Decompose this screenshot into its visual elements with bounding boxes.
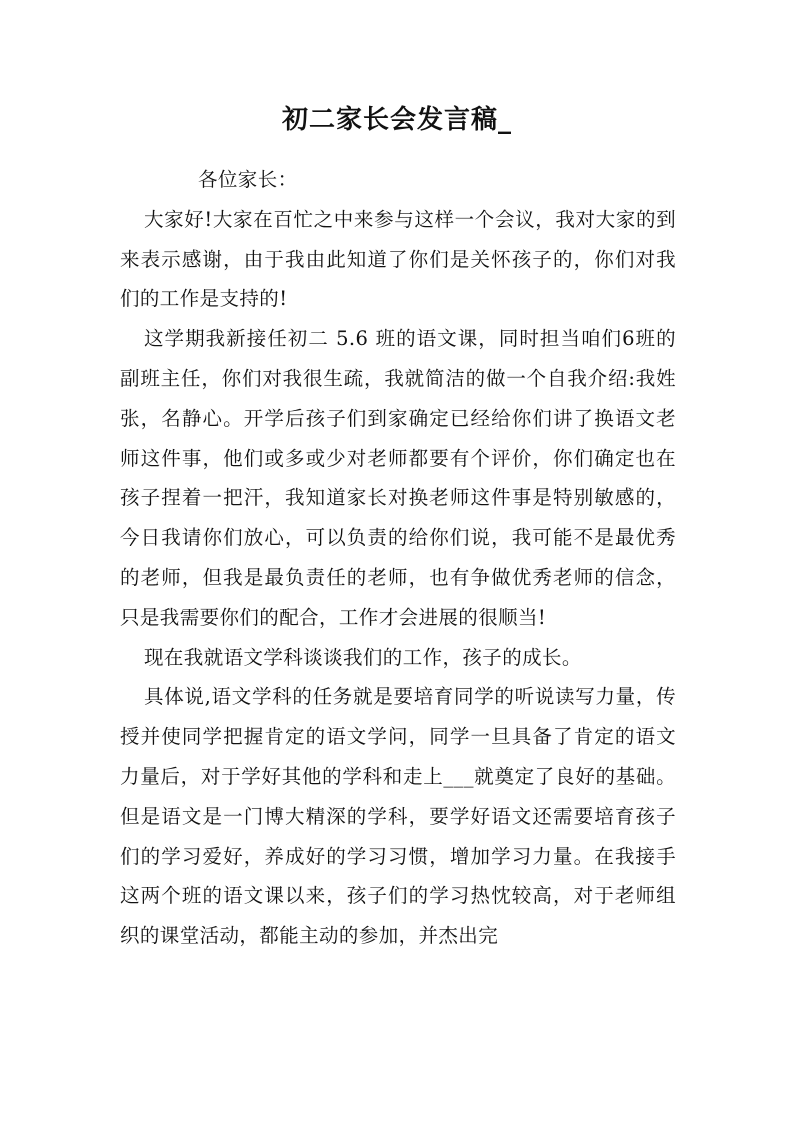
paragraph-greeting: 大家好!大家在百忙之中来参与这样一个会议，我对大家的到来表示感谢，由于我由此知道了你们是关怀孩子的，你们对我们的工作是支持的! <box>120 207 676 311</box>
paragraph-introduction: 这学期我新接任初二 5.6 班的语文课，同时担当咱们6班的副班主任，你们对我很生疏，我就简洁的做一个自我介绍:我姓张，名静心。开学后孩子们到家确定已经给你们讲了换语文老师这件事，他们或多或少对老师都要有个评价，你们确定也在孩子捏着一把汗，我知道家长对换老师这件事是特别敏感的，今日我请你们放心，可以负责的给你们说，我可能不是最优秀的老师，但我是最负责任的老师，也有争做优秀老师的信念，只是我需要你们的配合，工作才会进展的很顺当! <box>120 327 676 629</box>
document-title: 初二家长会发言稿_ <box>281 105 512 135</box>
salutation: 各位家长： <box>198 168 298 191</box>
paragraph-topic: 现在我就语文学科谈谈我们的工作，孩子的成长。 <box>144 645 582 669</box>
paragraph-chinese-subject: 具体说,语文学科的任务就是要培育同学的听说读写力量，传授并使同学把握肯定的语文学问，同学一旦具备了肯定的语文力量后，对于学好其他的学科和走上___就奠定了良好的基础。但是语文是一门博大精深的学科，要学好语文还需要培育孩子们的学习爱好，养成好的学习习惯，增加学习力量。在我接手这两个班的语文课以来，孩子们的学习热忱较高，对于老师组织的课堂活动，都能主动的参加，并杰出完 <box>120 685 676 948</box>
document-body <box>120 160 676 956</box>
